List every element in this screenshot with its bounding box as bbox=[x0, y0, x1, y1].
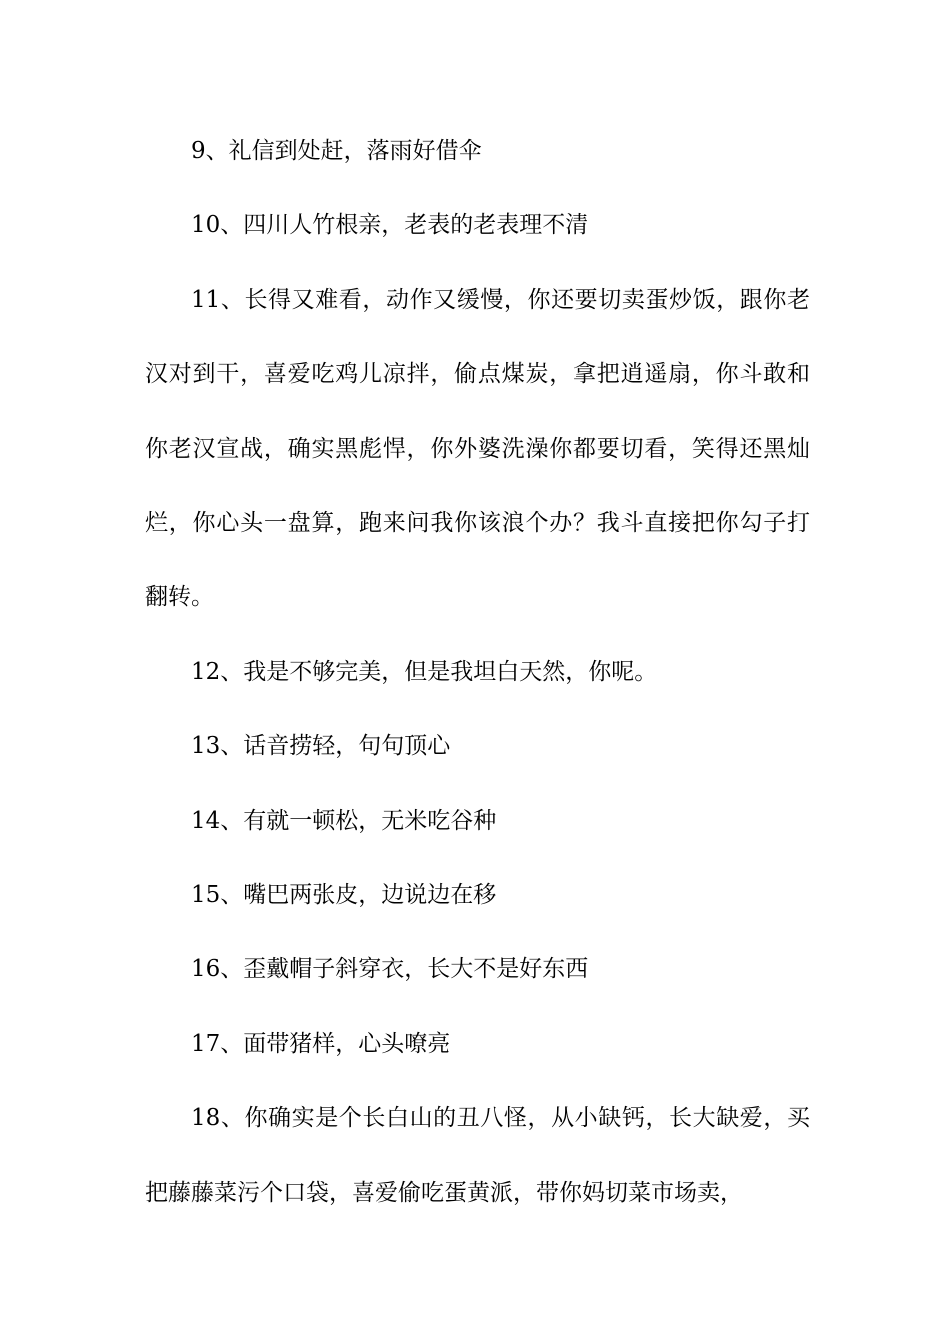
paragraph-13: 13、话音捞轻，句句顶心 bbox=[191, 733, 451, 760]
paragraph-17: 17、面带猪样，心头嘹亮 bbox=[191, 1030, 451, 1057]
document-body bbox=[145, 114, 810, 1230]
paragraph-11: 11、长得又难看，动作又缓慢，你还要切卖蛋炒饭，跟你老汉对到干，喜爱吃鸡儿凉拌，偷点煤炭，拿把逍遥扇，你斗敢和你老汉宣战，确实黑彪悍，你外婆洗澡你都要切看，笑得还黑灿烂，你心头一盘算，跑来问我你该浪个办？我斗直接把你勾子打翻转。 bbox=[145, 286, 810, 611]
paragraph-18: 18、你确实是个长白山的丑八怪，从小缺钙，长大缺爱，买把藤藤菜污个口袋，喜爱偷吃蛋黄派，带你妈切菜市场卖， bbox=[145, 1105, 810, 1206]
paragraph-14: 14、有就一顿松，无米吃谷种 bbox=[191, 807, 497, 834]
paragraph-10: 10、四川人竹根亲，老表的老表理不清 bbox=[191, 212, 589, 239]
paragraph-12: 12、我是不够完美，但是我坦白天然，你呢。 bbox=[191, 658, 658, 685]
paragraph-15: 15、嘴巴两张皮，边说边在移 bbox=[191, 882, 497, 909]
paragraph-16: 16、歪戴帽子斜穿衣，长大不是好东西 bbox=[191, 956, 589, 983]
paragraph-9: 9、礼信到处赶，落雨好借伞 bbox=[191, 138, 482, 164]
